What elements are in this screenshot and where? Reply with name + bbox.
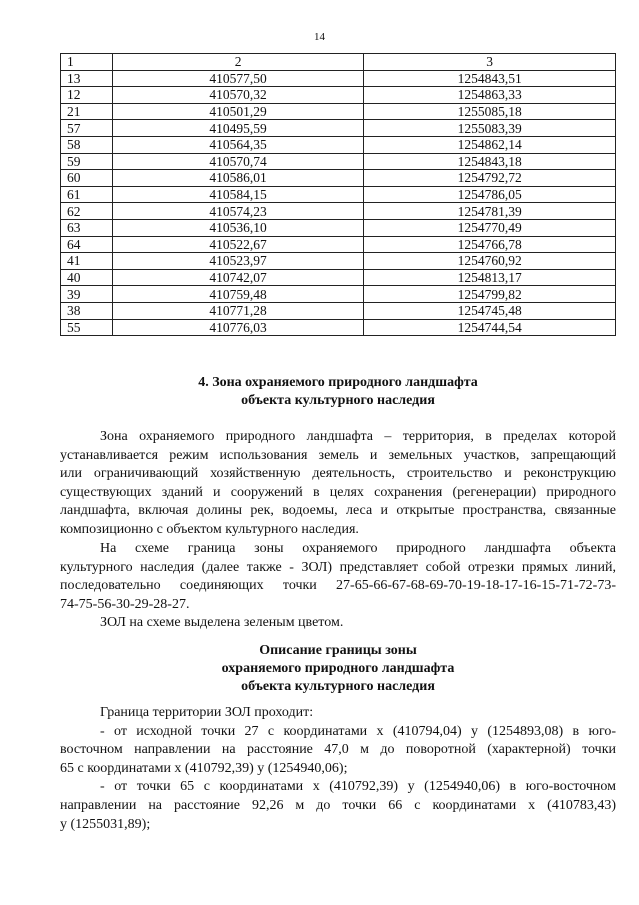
zol-color-paragraph — [60, 614, 616, 633]
point-number-cell: 38 — [61, 302, 113, 319]
text-line: последовательно соединяющих точки 27-65-66-67-68-69-70-19-18-17-16-15-71-72-73- — [60, 578, 616, 594]
heading-line: 4. Зона охраняемого природного ландшафта — [198, 375, 478, 390]
point-number-cell: 64 — [61, 236, 113, 253]
text-line: устанавливается режим использования земель и земельных участков, запрещающий — [60, 447, 616, 463]
y-coordinate-cell: 1254766,78 — [364, 236, 616, 253]
table-row — [61, 286, 616, 303]
text-line: Зона охраняемого природного ландшафта – территория, в пределах которой — [100, 429, 616, 444]
point-number-cell: 41 — [61, 253, 113, 270]
table-header-row — [61, 54, 616, 71]
y-coordinate-cell: 1254744,54 — [364, 319, 616, 336]
text-line: Граница территории ЗОЛ проходит: — [100, 705, 314, 720]
x-coordinate-cell: 410570,32 — [112, 87, 363, 104]
point-number-cell: 61 — [61, 186, 113, 203]
table-row — [61, 236, 616, 253]
heading-line: объекта культурного наследия — [241, 679, 435, 694]
point-number-cell: 13 — [61, 70, 113, 87]
table-row — [61, 319, 616, 336]
y-coordinate-cell: 1254781,39 — [364, 203, 616, 220]
text-line: На схеме граница зоны охраняемого природного ландшафта объекта — [100, 541, 616, 556]
x-coordinate-cell: 410495,59 — [112, 120, 363, 137]
x-coordinate-cell: 410584,15 — [112, 186, 363, 203]
y-coordinate-cell: 1254843,18 — [364, 153, 616, 170]
x-coordinate-cell: 410564,35 — [112, 136, 363, 153]
x-coordinate-cell: 410523,97 — [112, 253, 363, 270]
x-coordinate-cell: 410776,03 — [112, 319, 363, 336]
text-line: восточном направлении на расстояние 47,0 м до поворотной (характерной) точки — [60, 742, 616, 758]
x-coordinate-cell: 410586,01 — [112, 170, 363, 187]
y-coordinate-cell: 1254786,05 — [364, 186, 616, 203]
text-line: композиционно с объектом культурного наследия. — [60, 521, 359, 537]
x-coordinate-cell: 410574,23 — [112, 203, 363, 220]
y-coordinate-cell: 1254813,17 — [364, 269, 616, 286]
x-coordinate-cell: 410742,07 — [112, 269, 363, 286]
point-number-cell: 12 — [61, 87, 113, 104]
x-coordinate-cell: 410501,29 — [112, 103, 363, 120]
table-row — [61, 87, 616, 104]
y-coordinate-cell: 1254745,48 — [364, 302, 616, 319]
text-line: - от исходной точки 27 с координатами х (410794,04) у (1254893,08) в юго- — [100, 723, 616, 739]
y-coordinate-cell: 1254770,49 — [364, 219, 616, 236]
text-line: у (1255031,89); — [60, 816, 151, 832]
column-header: 2 — [112, 54, 363, 71]
point-number-cell: 57 — [61, 120, 113, 137]
table-row — [61, 219, 616, 236]
table-row — [61, 203, 616, 220]
text-line: или ограничивающий хозяйственную деятельность, строительство и реконструкцию — [60, 466, 616, 482]
table-row — [61, 186, 616, 203]
y-coordinate-cell: 1254799,82 — [364, 286, 616, 303]
table-row — [61, 153, 616, 170]
y-coordinate-cell: 1254863,33 — [364, 87, 616, 104]
text-line: ЗОЛ на схеме выделена зеленым цветом. — [100, 615, 344, 630]
y-coordinate-cell: 1255085,18 — [364, 103, 616, 120]
y-coordinate-cell: 1254843,51 — [364, 70, 616, 87]
text-line: 74-75-56-30-29-28-27. — [60, 596, 190, 612]
point-number-cell: 39 — [61, 286, 113, 303]
x-coordinate-cell: 410771,28 — [112, 302, 363, 319]
point-number-cell: 62 — [61, 203, 113, 220]
heading-line: охраняемого природного ландшафта — [221, 661, 455, 676]
zol-definition-paragraph — [60, 428, 616, 540]
column-header: 3 — [364, 54, 616, 71]
text-line: культурного наследия (далее также - ЗОЛ) представляет собой отрезки прямых линий, — [60, 559, 616, 575]
x-coordinate-cell: 410522,67 — [112, 236, 363, 253]
page-number: 14 — [314, 31, 325, 43]
y-coordinate-cell: 1254862,14 — [364, 136, 616, 153]
y-coordinate-cell: 1255083,39 — [364, 120, 616, 137]
x-coordinate-cell: 410536,10 — [112, 219, 363, 236]
table-row — [61, 269, 616, 286]
point-number-cell: 21 — [61, 103, 113, 120]
table-row — [61, 103, 616, 120]
heading-line: Описание границы зоны — [259, 643, 417, 658]
point-number-cell: 63 — [61, 219, 113, 236]
column-header: 1 — [61, 54, 113, 71]
boundary-description-heading — [60, 642, 616, 696]
point-number-cell: 59 — [61, 153, 113, 170]
text-line: ландшафта, включая долины рек, водоемы, леса и открытые пространства, связанные — [60, 503, 616, 519]
table-row — [61, 253, 616, 270]
x-coordinate-cell: 410577,50 — [112, 70, 363, 87]
zol-scheme-paragraph — [60, 540, 616, 614]
heading-line: объекта культурного наследия — [241, 393, 435, 408]
point-number-cell: 40 — [61, 269, 113, 286]
boundary-description-body — [60, 704, 616, 834]
table-row — [61, 70, 616, 87]
x-coordinate-cell: 410570,74 — [112, 153, 363, 170]
section-4-heading — [60, 374, 616, 410]
y-coordinate-cell: 1254792,72 — [364, 170, 616, 187]
table-row — [61, 170, 616, 187]
text-line: существующих зданий и сооружений в целях сохранения (регенерации) природного — [60, 484, 616, 500]
y-coordinate-cell: 1254760,92 — [364, 253, 616, 270]
x-coordinate-cell: 410759,48 — [112, 286, 363, 303]
table-row — [61, 120, 616, 137]
table-row — [61, 302, 616, 319]
point-number-cell: 58 — [61, 136, 113, 153]
point-number-cell: 55 — [61, 319, 113, 336]
text-line: 65 с координатами х (410792,39) у (1254940,06); — [60, 760, 348, 776]
text-line: - от точки 65 с координатами х (410792,39) у (1254940,06) в юго-восточном — [100, 779, 616, 795]
table-row — [61, 136, 616, 153]
coordinates-table — [60, 53, 616, 336]
point-number-cell: 60 — [61, 170, 113, 187]
text-line: направлении на расстояние 92,26 м до точки 66 с координатами х (410783,43) — [60, 797, 616, 813]
